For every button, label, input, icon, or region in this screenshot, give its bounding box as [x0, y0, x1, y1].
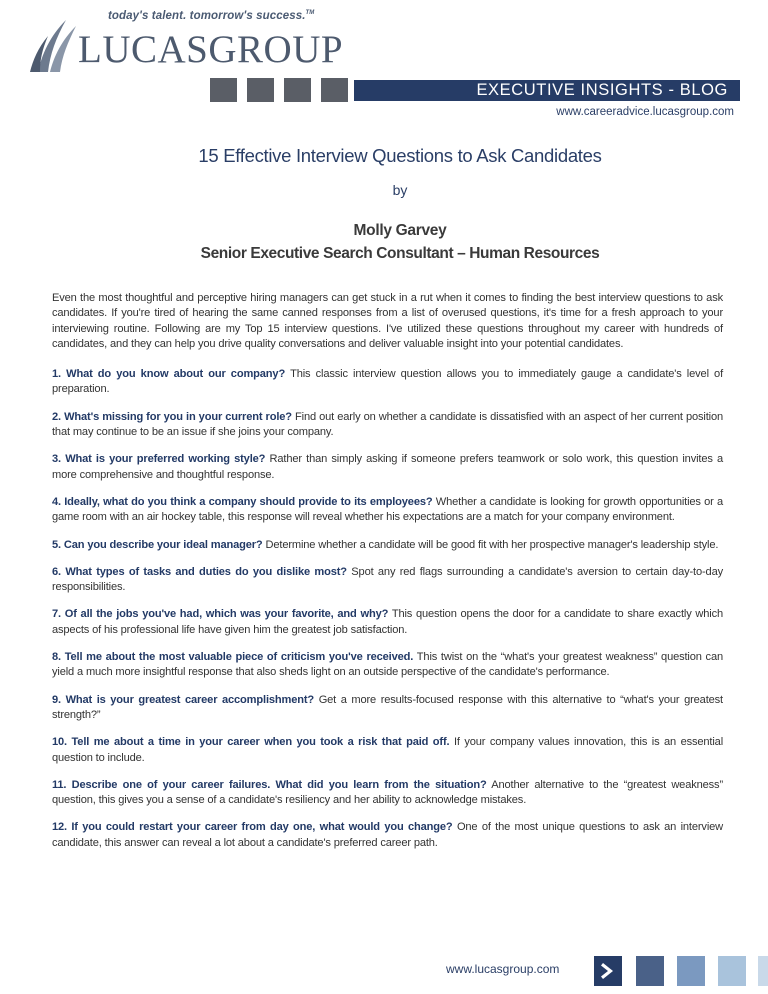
question-answer: Rather than simply asking if someone prefers teamwork or solo work, this question invites a more comprehensive and thoughtful response. [52, 453, 724, 481]
question-item [52, 607, 723, 638]
header-square [210, 78, 237, 102]
header-square [247, 78, 274, 102]
author-role: Senior Executive Search Consultant – Human Resources [200, 245, 600, 262]
question-heading: 3. What is your preferred working style? [52, 453, 266, 466]
question-answer: This question opens the door for a candidate to share exactly which aspects of his professional life have given him the greatest job satisfaction. [52, 608, 724, 636]
question-heading: 10. Tell me about a time in your career when you took a risk that paid off. [52, 736, 450, 749]
author-name: Molly Garvey [353, 222, 447, 239]
document-title: 15 Effective Interview Questions to Ask Candidates [198, 145, 602, 166]
by-line: by [392, 182, 408, 198]
intro-paragraph: Even the most thoughtful and perceptive hiring managers can get stuck in a rut when it comes to finding the best interview questions to ask candidates. If you're tired of hearing the same canned responses from a list of overused questions, it's time for a fresh approach to your interviewing routine. Following are my Top 15 interview questions. I've utilized these questions throughout my career with hundreds of candidates, and they can help you drive quality conversations and deliver valuable insight into your potential candidates. [52, 292, 723, 350]
question-heading: 11. Describe one of your career failures. What did you learn from the situation? [52, 778, 487, 791]
question-answer: This classic interview question allows you to immediately gauge a candidate's level of preparation. [52, 368, 724, 396]
question-answer: Another alternative to the “greatest weakness” question, this gives you a sense of a candidate's resiliency and her ability to acknowledge mistakes. [52, 778, 723, 807]
question-heading: 7. Of all the jobs you've had, which was your favorite, and why? [52, 608, 389, 621]
question-answer: This twist on the “what's your greatest weakness” question can yield a much more insightful response that also sheds light on an outside perspective of the candidate's performance. [52, 651, 723, 679]
question-answer: Find out early on whether a candidate is dissatisfied with an aspect of her current position that may continue to be an issue if she joins your company. [52, 410, 724, 439]
question-item [52, 650, 723, 681]
tagline: today's talent. tomorrow's success.™ [108, 10, 315, 22]
question-answer: If your company values innovation, this is an essential question to include. [52, 736, 724, 764]
question-answer: Spot any red flags surrounding a candidate's aversion to certain day-to-day responsibilities. [52, 565, 723, 594]
logo-wordmark: LUCASGROUP [78, 28, 344, 71]
footer-squares [594, 956, 768, 986]
question-item [52, 410, 723, 441]
footer-square [758, 956, 768, 986]
article-body [52, 291, 723, 863]
question-item [52, 565, 723, 596]
footer-square [636, 956, 664, 986]
logo-swoosh-icon [28, 16, 80, 78]
question-heading: 5. Can you describe your ideal manager? [52, 538, 263, 551]
next-page-button[interactable] [594, 956, 622, 986]
footer-square [677, 956, 705, 986]
question-answer: Determine whether a candidate will be good fit with her prospective manager's leadership style. [265, 538, 719, 551]
footer-square [718, 956, 746, 986]
question-heading: 2. What's missing for you in your current role? [52, 410, 292, 423]
question-answer: Get a more results-focused response with this alternative to “what's your greatest strength?” [52, 693, 723, 721]
question-item [52, 778, 723, 809]
question-item [52, 538, 723, 553]
question-answer: One of the most unique questions to ask an interview candidate, this answer can reveal a lot about a candidate's preferred career path. [52, 821, 724, 849]
question-item [52, 495, 723, 526]
question-answer: Whether a candidate is looking for growth opportunities or a game room with an air hockey table, this response will reveal whether his expectations are a match for your company environment. [52, 495, 723, 524]
header-square [321, 78, 348, 102]
header-square [284, 78, 311, 102]
question-item [52, 452, 723, 483]
question-item [52, 693, 723, 724]
question-heading: 4. Ideally, what do you think a company should provide to its employees? [52, 495, 433, 508]
question-item [52, 820, 723, 851]
question-heading: 9. What is your greatest career accomplishment? [52, 693, 315, 706]
question-heading: 6. What types of tasks and duties do you dislike most? [52, 565, 347, 578]
question-heading: 8. Tell me about the most valuable piece of criticism you've received. [52, 651, 414, 664]
question-heading: 12. If you could restart your career from day one, what would you change? [52, 821, 453, 834]
question-item [52, 735, 723, 766]
header-squares [210, 78, 348, 102]
executive-insights-banner: EXECUTIVE INSIGHTS - BLOG [354, 80, 740, 101]
career-advice-url[interactable]: www.careeradvice.lucasgroup.com [556, 106, 734, 118]
chevron-right-icon [599, 961, 617, 981]
question-heading: 1. What do you know about our company? [52, 368, 286, 381]
lucas-group-url[interactable]: www.lucasgroup.com [446, 962, 560, 976]
question-item [52, 367, 723, 398]
